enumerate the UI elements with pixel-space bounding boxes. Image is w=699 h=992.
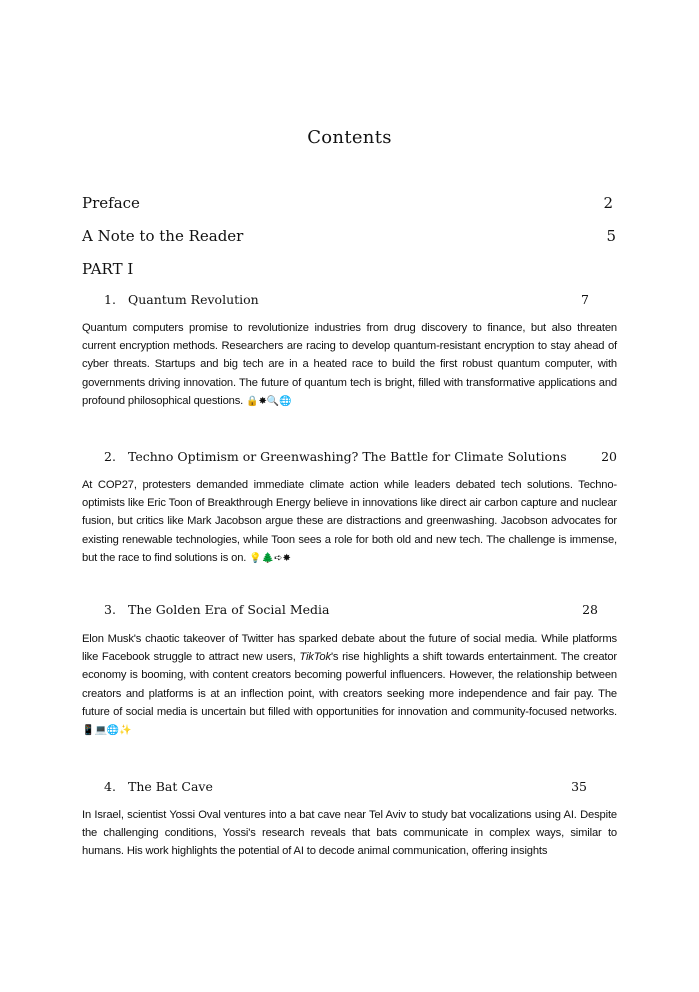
chapter-summary-4: In Israel, scientist Yossi Oval ventures into a bat cave near Tel Aviv to study bat vocalizations using AI. Despite the challenging conditions, Yossi's research reveals that bats communicate in complex ways, similar to humans. His work highlights the potential of AI to decode animal communication, offering insights <box>82 809 617 858</box>
emphasized-term: TikTok <box>299 651 331 664</box>
chapter-entry-1[interactable] <box>104 292 589 307</box>
toc-entry-page: 5 <box>606 227 616 245</box>
chapter-page: 7 <box>581 292 589 307</box>
emoji-icons: 🔒✸🔍🌐 <box>246 395 292 407</box>
chapter-entry-3[interactable] <box>104 602 598 617</box>
toc-entry-page: 2 <box>603 194 613 212</box>
chapter-summary-2: At COP27, protesters demanded immediate climate action while leaders debated tech solutions. Techno-optimists like Eric Toon of Breakthrough Energy believe in innovations like direct air carbon capture and nuclear fusion, but critics like Mark Jacobson argue these are distractions and greenwashing. Jacobson advocates for existing renewable technologies, while Toon sees a role for both old and new tech. The challenge is immense, but the race to find solutions is on. 💡🌲➪✸ <box>82 479 617 564</box>
part-heading: PART I <box>82 260 134 278</box>
emoji-icons: 💡🌲➪✸ <box>249 552 291 564</box>
toc-entry-note-to-reader[interactable] <box>82 227 616 245</box>
chapter-number: 1. <box>104 292 116 307</box>
chapter-page: 20 <box>601 449 617 464</box>
chapter-page: 35 <box>571 779 587 794</box>
chapter-title: The Bat Cave <box>127 779 213 794</box>
chapter-summary-1: Quantum computers promise to revolutionize industries from drug discovery to finance, but also threaten current encryption methods. Researchers are racing to develop quantum-resistant encryption to stay ahead of cyber threats. Startups and big tech are in a heated race to build the first robust quantum computer, with governments driving innovation. The future of quantum tech is bright, filled with transformative applications and profound philosophical questions. 🔒✸🔍🌐 <box>82 322 617 407</box>
chapter-entry-2[interactable] <box>104 449 617 464</box>
chapter-title: Quantum Revolution <box>127 292 259 307</box>
chapter-page: 28 <box>582 602 598 617</box>
chapter-summary-3: Elon Musk's chaotic takeover of Twitter has sparked debate about the future of social media. While platforms like Facebook struggle to attract new users, TikTok's rise highlights a shift towards entertainment. The creator economy is booming, with content creators becoming powerful influencers. However, the relationship between creators and platforms is at an inflection point, with creators seeking more independence and fair pay. The future of social media is uncertain but filled with opportunities for innovation and community-focused networks. 📱💻🌐✨ <box>82 633 617 737</box>
chapter-number: 2. <box>104 449 116 464</box>
toc-entry-preface[interactable] <box>82 194 613 212</box>
chapter-number: 3. <box>104 602 116 617</box>
chapter-title: Techno Optimism or Greenwashing? The Battle for Climate Solutions <box>127 449 567 464</box>
chapter-title: The Golden Era of Social Media <box>127 602 330 617</box>
page-title: Contents <box>307 127 392 148</box>
toc-entry-label: Preface <box>82 194 140 212</box>
emoji-icons: 📱💻🌐✨ <box>82 725 132 737</box>
chapter-number: 4. <box>104 779 116 794</box>
toc-entry-label: A Note to the Reader <box>82 227 244 245</box>
chapter-entry-4[interactable] <box>104 779 587 794</box>
